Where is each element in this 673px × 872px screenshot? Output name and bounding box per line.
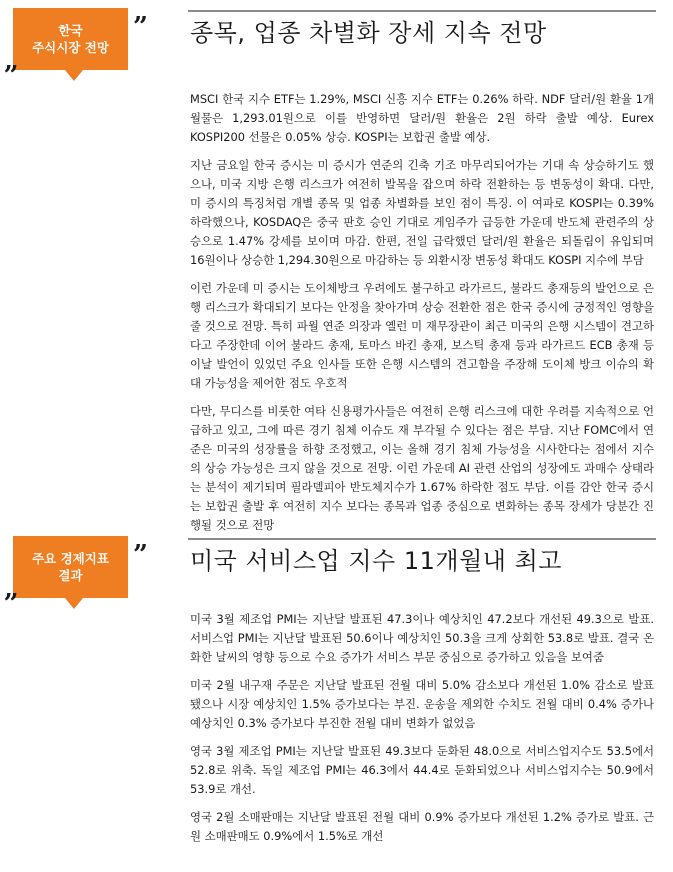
section-body	[190, 90, 654, 544]
body-paragraph: 지난 금요일 한국 증시는 미 증시가 연준의 긴축 기조 마무리되어가는 기대 속 상승하기도 했으나, 미국 지방 은행 리스크가 여전히 발목을 잡으며 하락 전환하는 등 변동성이 확대. 다만, 미 증시의 특징처럼 개별 종목 및 업종 차별화를 보인 점이 특징. 이 여파로 KOSPI는 0.39% 하락했으나, KOSDAQ은 중국 판호 승인 기대로 게임주가 급등한 가운데 반도체 관련주의 상승으로 1.47% 강세를 보이며 마감. 한편, 전일 급락했던 달러/원 환율은 되돌림이 유입되며 16원이나 상승한 1,294.30원으로 마감하는 등 외환시장 변동성 확대도 KOSPI 지수에 부담	[190, 158, 654, 267]
section-title: 종목, 업종 차별화 장세 지속 전망	[190, 19, 547, 47]
body-paragraph: MSCI 한국 지수 ETF는 1.29%, MSCI 신흥 지수 ETF는 0.26% 하락. NDF 달러/원 환율 1개월물은 1,293.01원으로 이를 반영하면 달러/원 환율은 2원 하락 출발 예상. Eurex KOSPI200 선물은 0.05% 상승. KOSPI는 보합권 출발 예상.	[190, 92, 654, 144]
section-tag-line: 주요 경제지표	[32, 551, 109, 566]
section-tag	[13, 536, 128, 598]
body-paragraph: 다만, 무디스를 비롯한 여타 신용평가사들은 여전히 은행 리스크에 대한 우려를 지속적으로 언급하고 있고, 그에 따른 경기 침체 이슈도 재 부각될 수 있다는 점은 부담. 지난 FOMC에서 연준은 미국의 성장률을 하향 조정했고, 이는 올해 경기 침체 가능성을 시사한다는 점에서 지수의 상승 가능성은 크지 않을 것으로 전망. 이런 가운데 AI 관련 산업의 성장에도 과매수 상태라는 분석이 제기되며 필라델피아 반도체지수가 1.67% 하락한 점도 부담. 이를 감안 한국 증시는 보합권 출발 후 여전히 지수 보다는 종목과 업종 중심으로 변화하는 종목 장세가 당분간 진행될 것으로 전망	[190, 404, 654, 532]
body-paragraph: 영국 2월 소매판매는 지난달 발표된 전월 대비 0.9% 증가보다 개선된 1.2% 증가로 발표. 근원 소매판매도 0.9%에서 1.5%로 개선	[190, 810, 654, 843]
section-tag-line: 한국	[58, 23, 83, 38]
section-title: 미국 서비스업 지수 11개월내 최고	[190, 547, 562, 575]
body-paragraph: 미국 2월 내구재 주문은 지난달 발표된 전월 대비 5.0% 감소보다 개선된 1.0% 감소로 발표됐으나 시장 예상치인 1.5% 증가보다는 부진. 운송을 제외한 수치도 전월 대비 0.4% 증가나 예상치인 0.3% 증가보다 부진한 전월 대비 변화가 없었음	[190, 678, 654, 730]
body-paragraph: 미국 3월 제조업 PMI는 지난달 발표된 47.3이나 예상치인 47.2보다 개선된 49.3으로 발표. 서비스업 PMI는 지난달 발표된 50.6이나 예상치인 50.3을 크게 상회한 53.8로 발표. 결국 온화한 날씨의 영향 등으로 수요 증가가 서비스 부문 중심으로 증가하고 있음을 보여줌	[190, 612, 654, 664]
close-quote-icon: ”	[133, 540, 148, 570]
open-quote-icon: „	[4, 574, 19, 604]
section-divider	[188, 10, 656, 12]
section-body	[190, 610, 654, 855]
section-tag	[13, 8, 128, 70]
body-paragraph: 이런 가운데 미 증시는 도이체방크 우려에도 불구하고 라가르드, 불라드 총재등의 발언으로 은행 리스크가 확대되기 보다는 안정을 찾아가며 상승 전환한 점은 한국 증시에 긍정적인 영향을 줄 것으로 전망. 특히 파월 연준 의장과 옐런 미 재무장관이 최근 미국의 은행 시스템이 견고하다고 주장한데 이어 불라드 총재, 토마스 바킨 총재, 보스틱 총재 등과 라가르드 ECB 총재 등 이날 발언이 있었던 주요 인사들 또한 은행 시스템의 견고함을 주장해 도이체 방크 이슈의 확대 가능성을 제어한 점도 우호적	[190, 281, 654, 390]
close-quote-icon: ”	[133, 12, 148, 42]
section-tag-line: 주식시장 전망	[32, 40, 109, 55]
open-quote-icon: „	[4, 46, 19, 76]
section-divider	[188, 538, 656, 540]
section-tag-line: 결과	[58, 568, 83, 583]
body-paragraph: 영국 3월 제조업 PMI는 지난달 발표된 49.3보다 둔화된 48.0으로 서비스업지수도 53.5에서 52.8로 위축. 독일 제조업 PMI는 46.3에서 44.4로 둔화되었으나 서비스업지수는 50.9에서 53.9로 개선.	[190, 744, 654, 796]
